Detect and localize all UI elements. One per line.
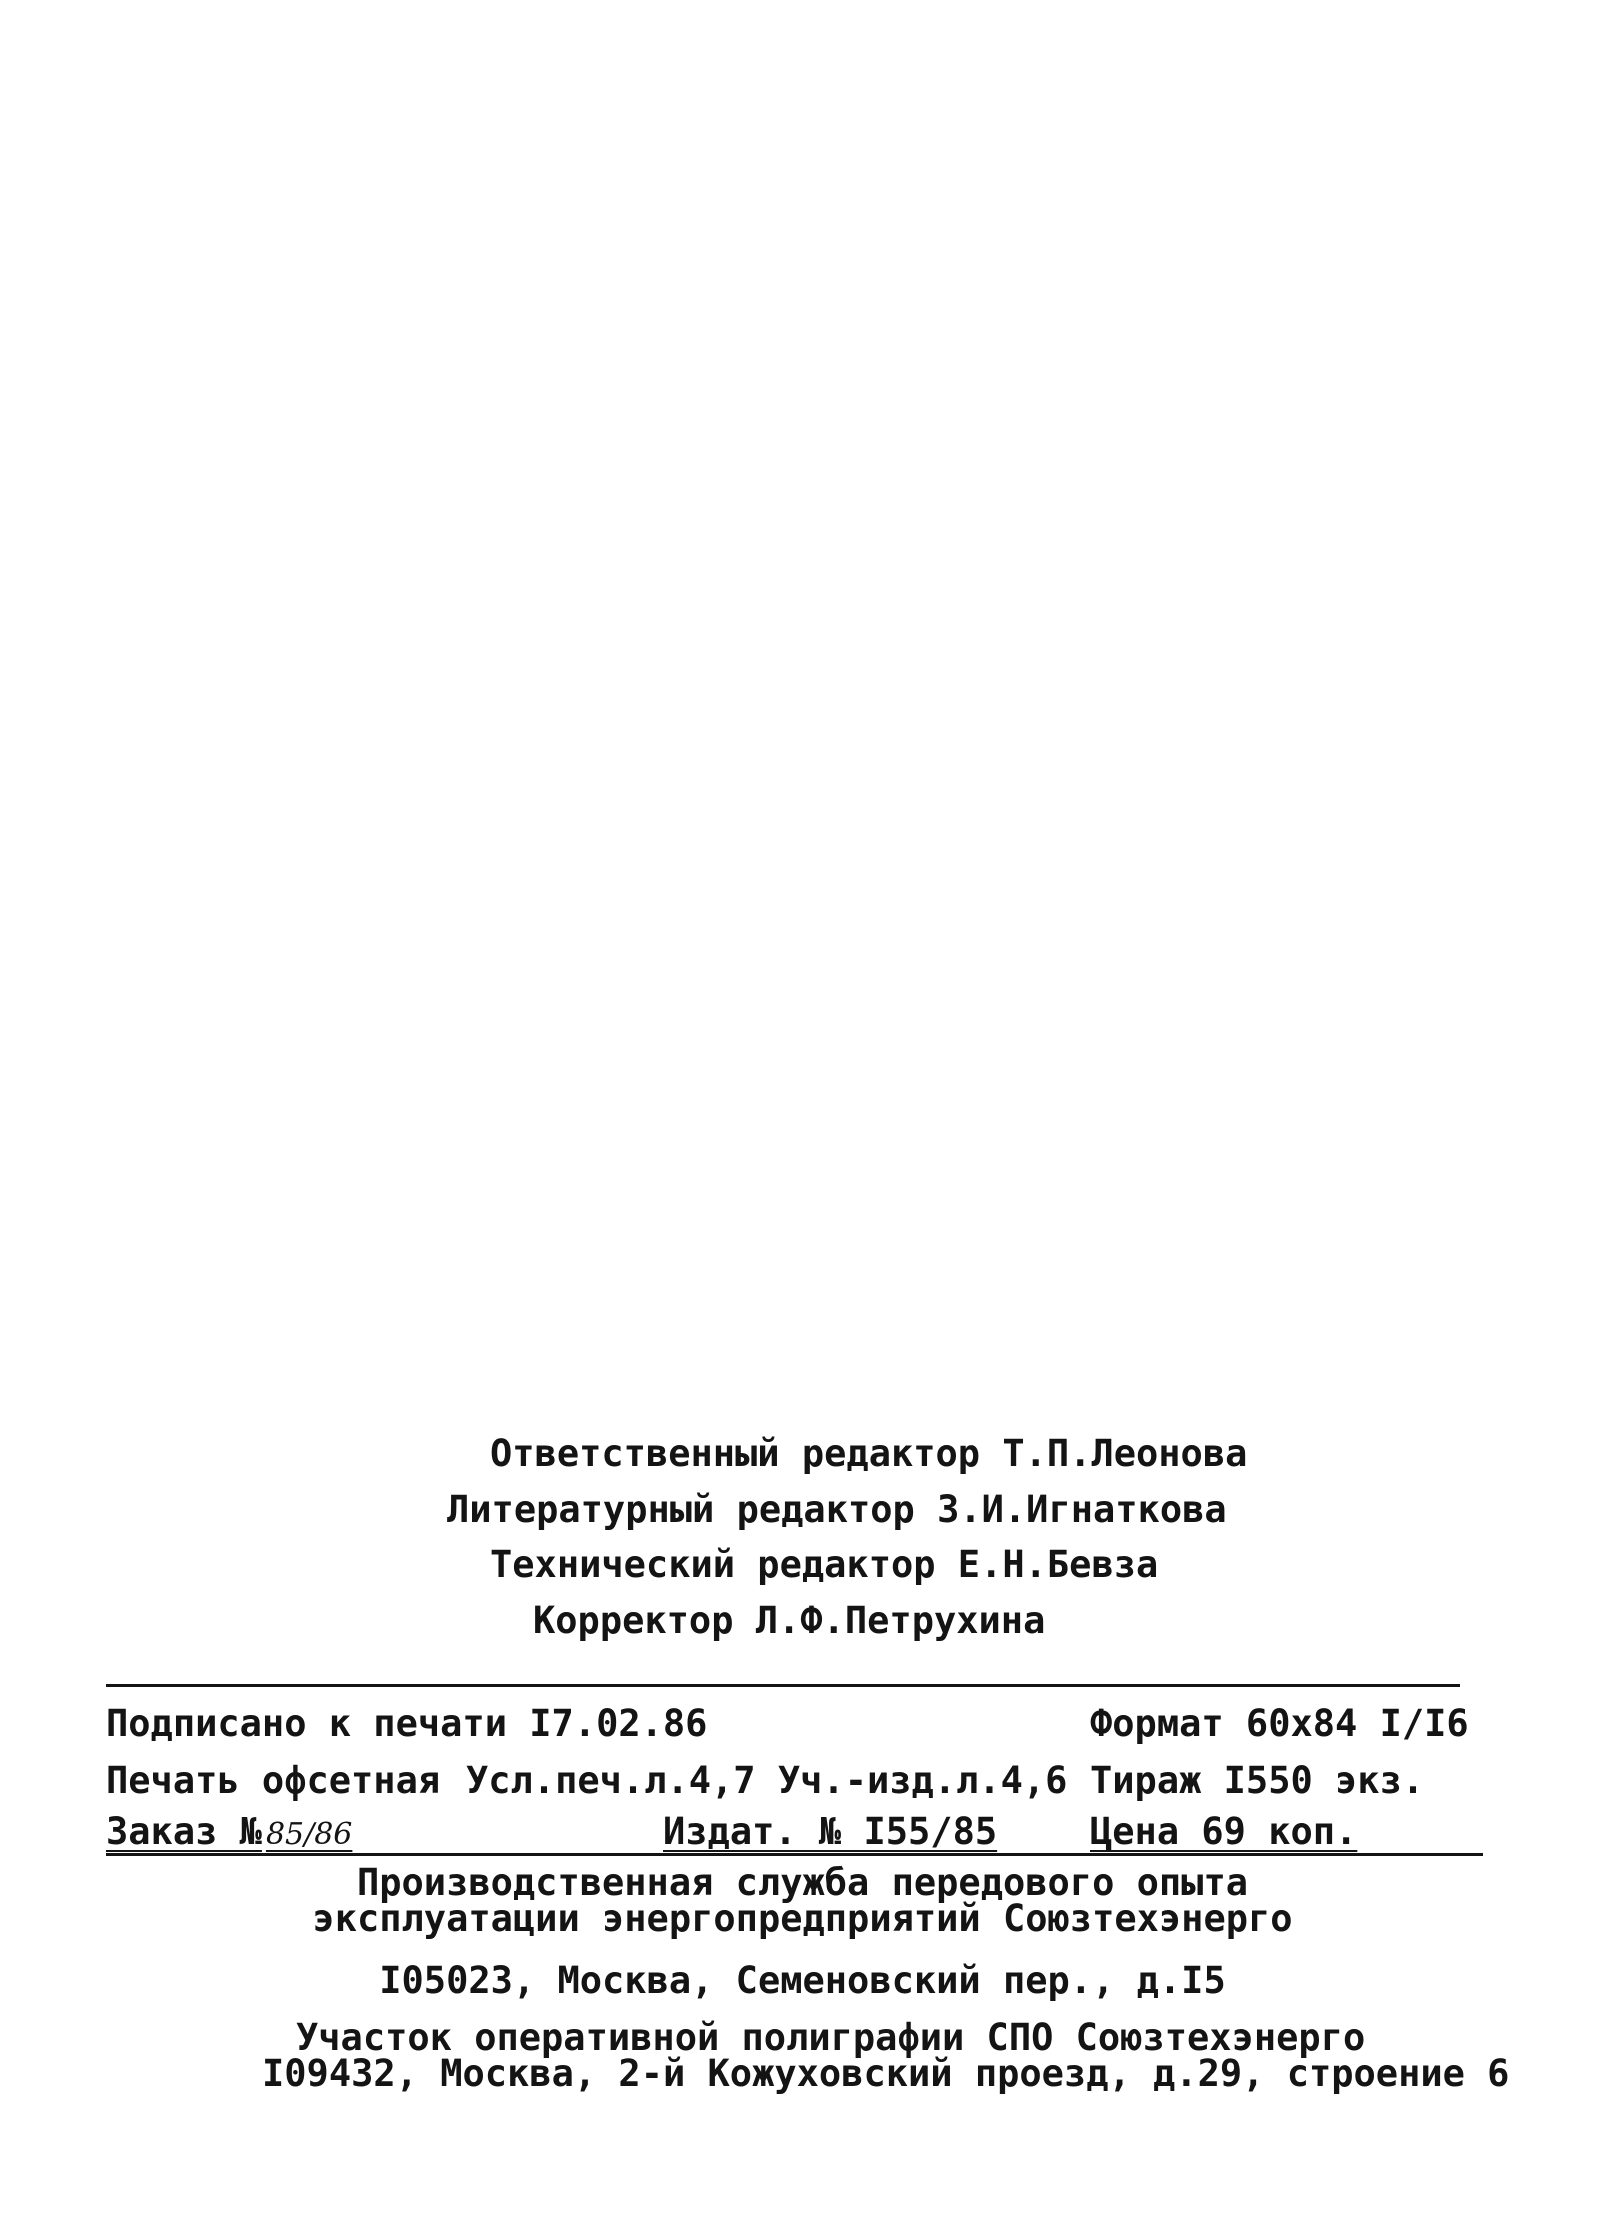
order-label: Заказ № — [106, 1810, 262, 1853]
literary-editor: Литературный редактор З.И.Игнаткова — [447, 1488, 1227, 1531]
publisher-address: I05023, Москва, Семеновский пер., д.I5 — [379, 1959, 1226, 2002]
proofreader: Корректор Л.Ф.Петрухина — [533, 1599, 1046, 1642]
responsible-editor: Ответственный редактор Т.П.Леонова — [490, 1432, 1248, 1475]
publisher-name-line1: Производственная служба передового опыта — [356, 1861, 1249, 1904]
printer-name: Участок оперативной полиграфии СПО Союзтехэнерго — [296, 2016, 1366, 2059]
circulation: Тираж I550 экз. — [1090, 1759, 1425, 1802]
printer-address: I09432, Москва, 2-й Кожуховский проезд, д.29, строение 6 — [262, 2052, 1510, 2095]
print-sheets: Усл.печ.л.4,7 Уч.-изд.л.4,6 — [466, 1759, 1068, 1802]
imprint-top-rule — [106, 1684, 1460, 1687]
print-type: Печать офсетная — [106, 1759, 441, 1802]
publisher-number: Издат. № I55/85 — [663, 1810, 998, 1853]
technical-editor: Технический редактор Е.Н.Бевза — [490, 1543, 1159, 1586]
order — [106, 1810, 352, 1857]
page-format: Формат 60х84 I/I6 — [1090, 1702, 1469, 1745]
price: Цена 69 коп. — [1090, 1810, 1358, 1853]
imprint-bottom-rule — [106, 1853, 1483, 1856]
publisher-name-line2: эксплуатации энергопредприятий Союзтехэнерго — [312, 1897, 1293, 1940]
order-number: 85/86 — [265, 1817, 353, 1852]
signed-date: Подписано к печати I7.02.86 — [106, 1702, 708, 1745]
